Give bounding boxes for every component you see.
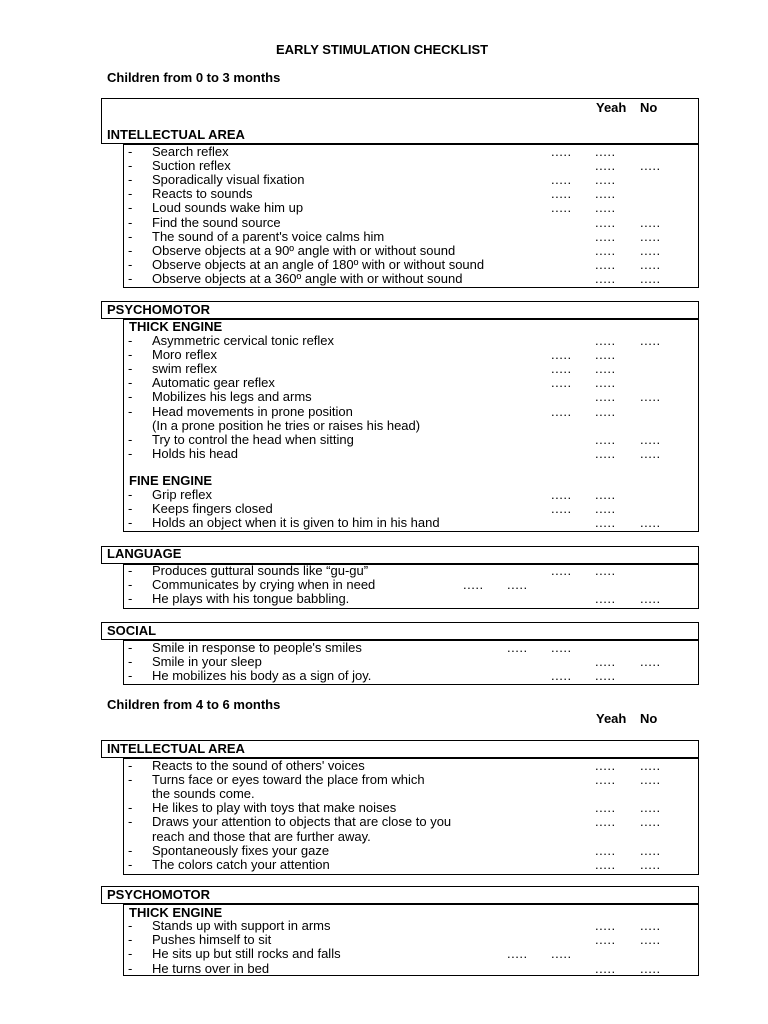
answer-blank-second[interactable]: ..... [595, 200, 616, 216]
item-bullet: - [128, 515, 133, 530]
answer-blank-first[interactable]: ..... [595, 758, 616, 773]
item-bullet: - [128, 172, 133, 188]
item-bullet: - [128, 501, 133, 516]
checklist-item [0, 376, 768, 390]
checklist-item [0, 502, 768, 516]
answer-blank-first[interactable]: ..... [595, 515, 616, 530]
item-label: He likes to play with toys that make noises [152, 800, 397, 816]
item-bullet: - [128, 800, 133, 816]
item-label: He turns over in bed [152, 960, 270, 976]
item-label: The colors catch your attention [152, 856, 330, 872]
item-bullet: - [128, 186, 133, 202]
item-label: Head movements in prone position [152, 403, 353, 419]
item-bullet: - [128, 347, 133, 363]
checklist-item [0, 258, 768, 272]
item-bullet: - [128, 256, 133, 272]
answer-blank-first[interactable]: ..... [595, 918, 616, 933]
answer-blank-second[interactable]: ..... [595, 563, 616, 578]
item-bullet: - [128, 814, 133, 830]
item-bullet: - [128, 758, 133, 773]
answer-blank-second[interactable]: ..... [640, 158, 661, 174]
answer-blank-second[interactable]: ..... [640, 842, 661, 858]
item-label: Loud sounds wake him up [152, 200, 304, 216]
item-bullet: - [128, 200, 133, 216]
answer-blank-second[interactable]: ..... [640, 333, 661, 348]
answer-blank-second[interactable]: ..... [640, 270, 661, 286]
subsection-title: THICK ENGINE [129, 319, 223, 334]
answer-blank-second[interactable]: ..... [640, 960, 661, 976]
checklist-item [0, 773, 768, 787]
item-bullet: - [128, 144, 133, 159]
age-group-heading-0-3: Children from 0 to 3 months [107, 70, 281, 85]
answer-blank-first[interactable]: ..... [551, 186, 572, 202]
answer-blank-second[interactable]: ..... [640, 228, 661, 244]
column-no-header: No [640, 711, 658, 726]
answer-blank-second[interactable]: ..... [640, 242, 661, 258]
item-bullet: - [128, 563, 133, 578]
answer-blank-first[interactable]: ..... [595, 158, 616, 174]
column-no-header: No [640, 100, 658, 115]
item-label: Try to control the head when sitting [152, 431, 354, 447]
section-title: LANGUAGE [107, 546, 182, 561]
checklist-item [0, 159, 768, 173]
item-label: (In a prone position he tries or raises his head) [152, 417, 421, 433]
answer-blank-second[interactable]: ..... [595, 186, 616, 202]
answer-blank-first[interactable]: ..... [551, 144, 572, 159]
item-bullet: - [128, 591, 133, 606]
answer-blank-first[interactable]: ..... [551, 172, 572, 188]
answer-blank-second[interactable]: ..... [640, 515, 661, 530]
checklist-item [0, 592, 768, 606]
item-label: Observe objects at a 90º angle with or without sound [152, 242, 456, 258]
answer-blank-second[interactable]: ..... [640, 431, 661, 447]
checklist-item [0, 447, 768, 461]
section-title: PSYCHOMOTOR [107, 302, 211, 317]
answer-blank-second[interactable]: ..... [507, 577, 528, 592]
answer-blank-second[interactable]: ..... [595, 501, 616, 516]
checklist-item [0, 348, 768, 362]
checklist-item [0, 201, 768, 215]
checklist-item [0, 272, 768, 286]
item-bullet: - [128, 856, 133, 872]
answer-blank-first[interactable]: ..... [595, 960, 616, 976]
item-label: Draws your attention to objects that are close to you [152, 814, 452, 830]
item-bullet: - [128, 228, 133, 244]
checklist-item [0, 334, 768, 348]
answer-blank-first[interactable]: ..... [595, 431, 616, 447]
item-bullet: - [128, 333, 133, 348]
item-label: reach and those that are further away. [152, 828, 371, 844]
item-label: Search reflex [152, 144, 229, 159]
answer-blank-first[interactable]: ..... [595, 800, 616, 816]
answer-blank-second[interactable]: ..... [640, 918, 661, 933]
checklist-item [0, 564, 768, 578]
section-title: SOCIAL [107, 623, 157, 638]
item-bullet: - [128, 431, 133, 447]
answer-blank-second[interactable]: ..... [595, 172, 616, 188]
item-label: Smile in response to people's smiles [152, 640, 362, 655]
answer-blank-first[interactable]: ..... [595, 654, 616, 670]
item-bullet: - [128, 389, 133, 405]
column-yes-header: Yeah [596, 711, 627, 726]
answer-blank-first[interactable]: ..... [595, 445, 616, 461]
item-label: Observe objects at an angle of 180º with or without sound [152, 256, 485, 272]
checklist-item [0, 669, 768, 683]
checklist-item [0, 362, 768, 376]
item-label: Find the sound source [152, 214, 281, 230]
checklist-item [0, 433, 768, 447]
section-title: PSYCHOMOTOR [107, 887, 211, 902]
answer-blank-first[interactable]: ..... [551, 403, 572, 419]
checklist-item [0, 244, 768, 258]
item-bullet: - [128, 445, 133, 461]
item-label: Automatic gear reflex [152, 375, 275, 391]
item-label: Keeps fingers closed [152, 501, 273, 516]
subsection-title: FINE ENGINE [129, 473, 213, 488]
answer-blank-second[interactable]: ..... [595, 668, 616, 684]
item-label: He mobilizes his body as a sign of joy. [152, 668, 372, 684]
item-label: Grip reflex [152, 487, 212, 502]
answer-blank-second[interactable]: ..... [640, 814, 661, 830]
answer-blank-second[interactable]: ..... [595, 487, 616, 502]
item-label: Pushes himself to sit [152, 932, 272, 948]
answer-blank-first[interactable]: ..... [551, 200, 572, 216]
answer-blank-first[interactable]: ..... [595, 842, 616, 858]
checklist-item [0, 787, 768, 801]
item-bullet: - [128, 654, 133, 670]
answer-blank-second[interactable]: ..... [551, 946, 572, 962]
item-label: Reacts to the sound of others' voices [152, 758, 365, 773]
answer-blank-first[interactable]: ..... [551, 668, 572, 684]
checklist-item [0, 641, 768, 655]
item-label: He sits up but still rocks and falls [152, 946, 341, 962]
checklist-item [0, 187, 768, 201]
item-bullet: - [128, 640, 133, 655]
answer-blank-second[interactable]: ..... [640, 591, 661, 606]
answer-blank-first[interactable]: ..... [595, 932, 616, 948]
answer-blank-second[interactable]: ..... [640, 214, 661, 230]
answer-blank-first[interactable]: ..... [595, 242, 616, 258]
item-label: swim reflex [152, 361, 218, 377]
item-label: He plays with his tongue babbling. [152, 591, 350, 606]
checklist-item [0, 230, 768, 244]
answer-blank-first[interactable]: ..... [463, 577, 484, 592]
item-bullet: - [128, 214, 133, 230]
answer-blank-first[interactable]: ..... [595, 256, 616, 272]
item-bullet: - [128, 946, 133, 962]
column-yes-header: Yeah [596, 100, 627, 115]
item-label: Sporadically visual fixation [152, 172, 305, 188]
item-bullet: - [128, 842, 133, 858]
answer-blank-second[interactable]: ..... [640, 654, 661, 670]
answer-blank-first[interactable]: ..... [507, 640, 528, 655]
item-bullet: - [128, 361, 133, 377]
item-bullet: - [128, 932, 133, 948]
answer-blank-second[interactable]: ..... [640, 758, 661, 773]
item-bullet: - [128, 375, 133, 391]
checklist-item [0, 390, 768, 404]
checklist-item [0, 801, 768, 815]
checklist-item [0, 145, 768, 159]
answer-blank-first[interactable]: ..... [551, 375, 572, 391]
section-header-box [101, 546, 699, 564]
answer-blank-first[interactable]: ..... [595, 814, 616, 830]
item-label: Turns face or eyes toward the place from which [152, 772, 425, 788]
answer-blank-second[interactable]: ..... [640, 445, 661, 461]
item-bullet: - [128, 960, 133, 976]
item-label: Asymmetric cervical tonic reflex [152, 333, 335, 348]
answer-blank-first[interactable]: ..... [595, 333, 616, 348]
answer-blank-second[interactable]: ..... [551, 640, 572, 655]
section-title: INTELLECTUAL AREA [107, 741, 245, 756]
item-bullet: - [128, 577, 133, 592]
item-label: Mobilizes his legs and arms [152, 389, 312, 405]
answer-blank-first[interactable]: ..... [595, 228, 616, 244]
checklist-item [0, 933, 768, 947]
checklist-item [0, 947, 768, 961]
item-label: Spontaneously fixes your gaze [152, 842, 330, 858]
item-label: Communicates by crying when in need [152, 577, 376, 592]
answer-blank-second[interactable]: ..... [640, 932, 661, 948]
item-label: The sound of a parent's voice calms him [152, 228, 385, 244]
answer-blank-first[interactable]: ..... [551, 563, 572, 578]
item-label: Smile in your sleep [152, 654, 262, 670]
checklist-item [0, 405, 768, 419]
answer-blank-first[interactable]: ..... [551, 347, 572, 363]
checklist-item [0, 578, 768, 592]
checklist-item [0, 844, 768, 858]
item-bullet: - [128, 158, 133, 174]
answer-blank-first[interactable]: ..... [551, 501, 572, 516]
answer-blank-second[interactable]: ..... [595, 144, 616, 159]
item-label: Holds an object when it is given to him in his hand [152, 515, 440, 530]
answer-blank-first[interactable]: ..... [595, 270, 616, 286]
answer-blank-second[interactable]: ..... [640, 389, 661, 405]
checklist-item [0, 815, 768, 829]
item-bullet: - [128, 403, 133, 419]
answer-blank-second[interactable]: ..... [595, 403, 616, 419]
item-bullet: - [128, 270, 133, 286]
checklist-item [0, 858, 768, 872]
checklist-item [0, 830, 768, 844]
item-label: Suction reflex [152, 158, 231, 174]
item-bullet: - [128, 772, 133, 788]
answer-blank-second[interactable]: ..... [595, 375, 616, 391]
age-group-heading-4-6: Children from 4 to 6 months [107, 697, 281, 712]
checklist-item [0, 516, 768, 530]
item-label: Moro reflex [152, 347, 218, 363]
item-bullet: - [128, 918, 133, 933]
checklist-item [0, 655, 768, 669]
item-label: Reacts to sounds [152, 186, 253, 202]
item-label: Holds his head [152, 445, 238, 461]
checklist-item [0, 919, 768, 933]
subsection-title: THICK ENGINE [129, 905, 223, 920]
answer-blank-first[interactable]: ..... [551, 361, 572, 377]
answer-blank-first[interactable]: ..... [595, 772, 616, 788]
checklist-item [0, 216, 768, 230]
answer-blank-second[interactable]: ..... [640, 256, 661, 272]
answer-blank-second[interactable]: ..... [640, 856, 661, 872]
answer-blank-first[interactable]: ..... [595, 214, 616, 230]
answer-blank-first[interactable]: ..... [551, 487, 572, 502]
answer-blank-first[interactable]: ..... [507, 946, 528, 962]
checklist-item [0, 173, 768, 187]
section-title: INTELLECTUAL AREA [107, 127, 245, 142]
item-bullet: - [128, 668, 133, 684]
answer-blank-second[interactable]: ..... [640, 772, 661, 788]
item-label: Produces guttural sounds like “gu-gu” [152, 563, 369, 578]
answer-blank-first[interactable]: ..... [595, 389, 616, 405]
item-bullet: - [128, 487, 133, 502]
item-label: Stands up with support in arms [152, 918, 331, 933]
checklist-item [0, 759, 768, 773]
answer-blank-second[interactable]: ..... [595, 361, 616, 377]
answer-blank-second[interactable]: ..... [640, 800, 661, 816]
checklist-item [0, 962, 768, 976]
checklist-item [0, 488, 768, 502]
checklist-item [0, 419, 768, 433]
item-bullet: - [128, 242, 133, 258]
answer-blank-first[interactable]: ..... [595, 591, 616, 606]
item-label: Observe objects at a 360º angle with or without sound [152, 270, 463, 286]
page-title: EARLY STIMULATION CHECKLIST [276, 42, 489, 57]
answer-blank-second[interactable]: ..... [595, 347, 616, 363]
answer-blank-first[interactable]: ..... [595, 856, 616, 872]
item-label: the sounds come. [152, 786, 255, 802]
section-header-box [101, 622, 699, 640]
